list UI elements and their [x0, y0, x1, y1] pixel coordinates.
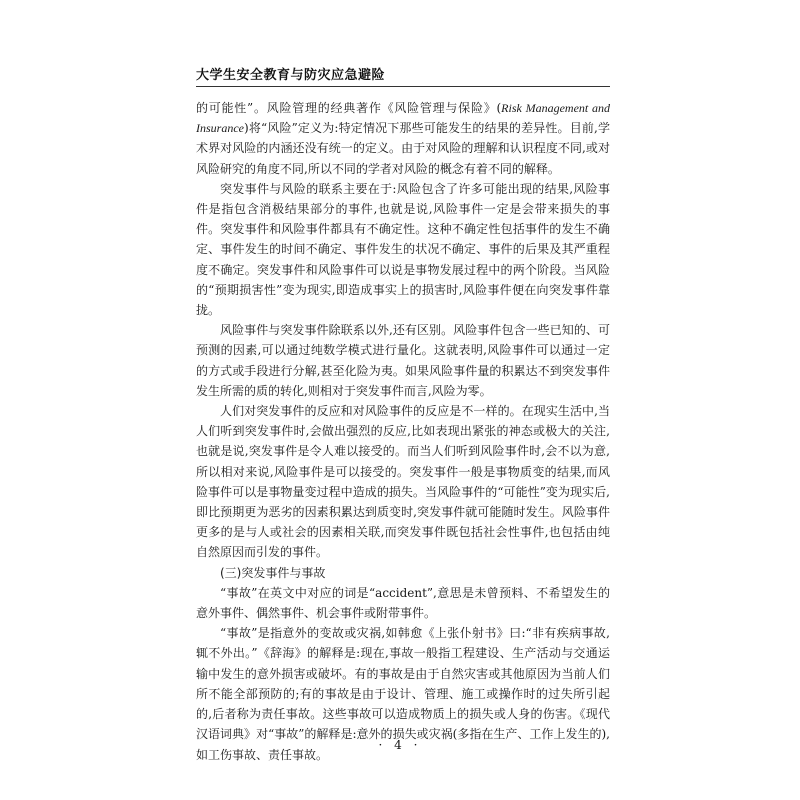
paragraph-1 — [196, 98, 610, 179]
paragraph-4: 人们对突发事件的反应和对风险事件的反应是不一样的。在现实生活中,当人们听到突发事件时,会做出强烈的反应,比如表现出紧张的神态或极大的关注,也就是说,突发事件是令人难以接受的。而当人们听到风险事件时,会不以为意,所以相对来说,风险事件是可以接受的。突发事件一般是事物质变的结果,而风险事件可以是事物量变过程中造成的损失。当风险事件的“可能性”变为现实后,即比预期更为恶劣的因素积累达到质变时,突发事件就可能随时发生。风险事件更多的是与人或社会的因素相关联,而突发事件既包括社会性事件,也包括由纯自然原因而引发的事件。 — [196, 404, 610, 560]
section-subheading: (三)突发事件与事故 — [220, 565, 326, 580]
paragraph-6: “事故”是指意外的变故或灾祸,如韩愈《上张仆射书》曰:“非有疾病事故,辄不外出。”《辞海》的解释是:现在,事故一般指工程建设、生产活动与交通运输中发生的意外损害或破坏。有的事故是由于自然灾害或其他原因为当前人们所不能全部预防的;有的事故是由于设计、管理、施工或操作时的过失所引起的,后者称为责任事故。这些事故可以造成物质上的损失或人身的伤害。《现代汉语词典》对“事故”的解释是:意外的损失或灾祸(多指在生产、工作上发生的),如工伤事故、责任事故。 — [196, 626, 610, 762]
english-title: Risk Management and Insurance — [196, 101, 610, 136]
paragraph-1-part-a: 的可能性”。风险管理的经典著作《风险管理与保险》( — [196, 101, 502, 115]
paragraph-1-part-b: )将“风险”定义为:特定情况下那些可能发生的结果的差异性。目前,学术界对风险的内涵还没有统一的定义。由于对风险的理解和认识程度不同,或对风险研究的角度不同,所以不同的学者对风险的概念有着不同的解释。 — [196, 121, 610, 176]
running-head-title: 大学生安全教育与防灾应急避险 — [196, 68, 386, 83]
body-text — [196, 98, 610, 765]
paragraph-5: “事故”在英文中对应的词是“accident”,意思是未曾预料、不希望发生的意外事件、偶然事件、机会事件或附带事件。 — [196, 585, 610, 621]
paragraph-3: 风险事件与突发事件除联系以外,还有区别。风险事件包含一些已知的、可预测的因素,可以通过纯数学模式进行量化。这就表明,风险事件可以通过一定的方式或手段进行分解,甚至化险为夷。如果风险事件量的积累达不到突发事件发生所需的质的转化,则相对于突发事件而言,风险为零。 — [196, 323, 610, 398]
paragraph-2: 突发事件与风险的联系主要在于:风险包含了许多可能出现的结果,风险事件是指包含消极结果部分的事件,也就是说,风险事件一定是会带来损失的事件。突发事件和风险事件都具有不确定性。这种不确定性包括事件的发生不确定、事件发生的时间不确定、事件发生的状况不确定、事件的后果及其严重程度不确定。突发事件和风险事件可以说是事物发展过程中的两个阶段。当风险的“预期损害性”变为现实,即造成事实上的损害时,风险事件便在向突发事件靠拢。 — [196, 181, 610, 318]
page-number: · 4 · — [378, 738, 422, 752]
header-rule — [196, 86, 610, 87]
